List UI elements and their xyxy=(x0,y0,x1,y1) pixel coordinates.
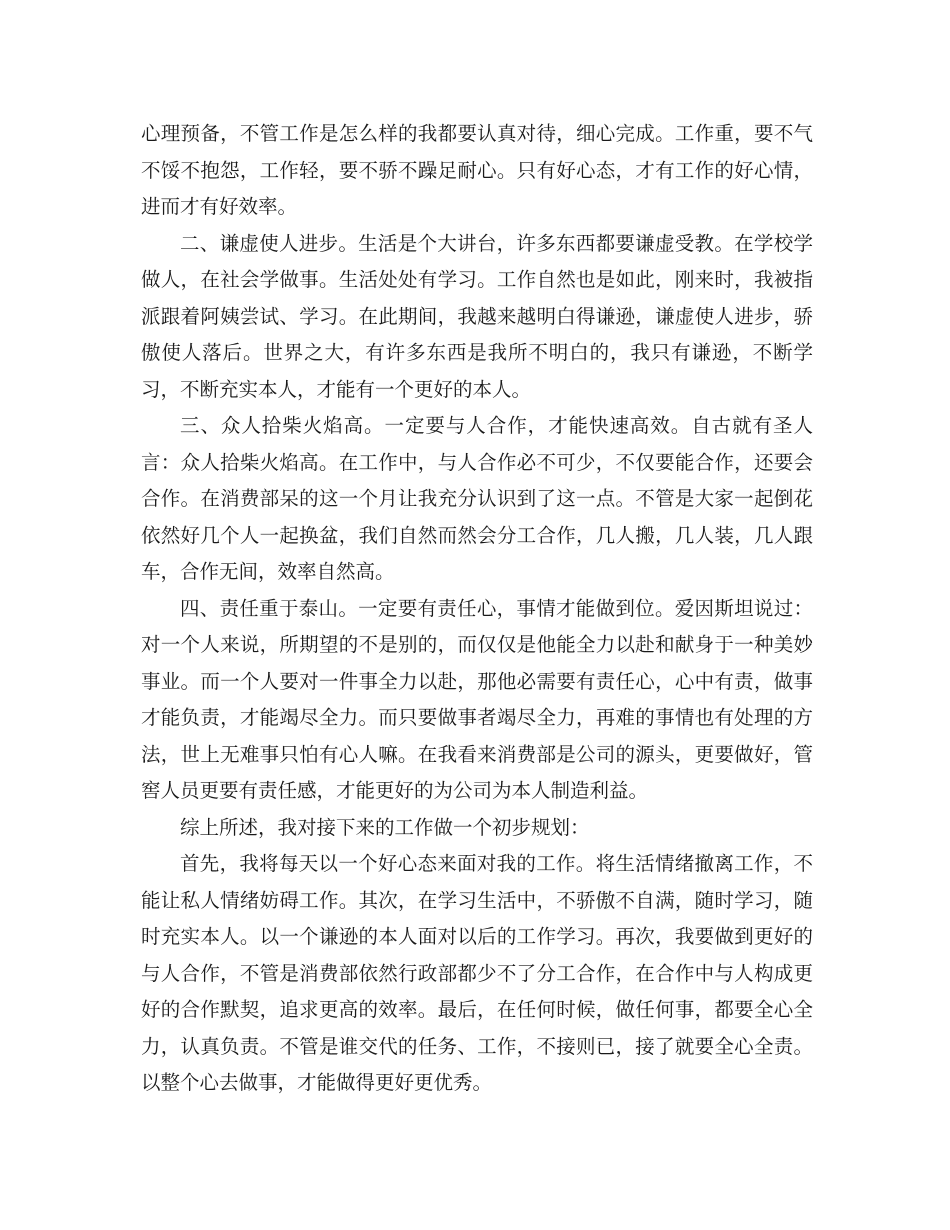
paragraph-teamwork: 三、众人拾柴火焰高。一定要与人合作，才能快速高效。自古就有圣人言：众人拾柴火焰高。在工作中，与人合作必不可少，不仅要能合作，还要会合作。在消费部呆的这一个月让我充分认识到了这一点。不管是大家一起倒花依然好几个人一起换盆，我们自然而然会分工合作，几人搬，几人装，几人跟车，合作无间，效率自然高。 xyxy=(141,414,813,583)
paragraph-plan: 首先，我将每天以一个好心态来面对我的工作。将生活情绪撤离工作，不能让私人情绪妨碍工作。其次，在学习生活中，不骄傲不自满，随时学习，随时充实本人。以一个谦逊的本人面对以后的工作学习。再次，我要做到更好的与人合作，不管是消费部依然行政部都少不了分工合作，在合作中与人构成更好的合作默契，追求更高的效率。最后，在任何时候，做任何事，都要全心全力，认真负责。不管是谁交代的任务、工作，不接则已，接了就要全心全责。以整个心去做事，才能做得更好更优秀。 xyxy=(141,852,813,1094)
paragraph-responsibility: 四、责任重于泰山。一定要有责任心，事情才能做到位。爱因斯坦说过：对一个人来说，所期望的不是别的，而仅仅是他能全力以赴和献身于一种美妙事业。而一个人要对一件事全力以赴，那他必需要有责任心，心中有责，做事才能负责，才能竭尽全力。而只要做事者竭尽全力，再难的事情也有处理的方法，世上无难事只怕有心人嘛。在我看来消费部是公司的源头，更要做好，管窖人员更要有责任感，才能更好的为公司为本人制造利益。 xyxy=(141,596,813,802)
paragraph-humility: 二、谦虚使人进步。生活是个大讲台，许多东西都要谦虚受教。在学校学做人，在社会学做事。生活处处有学习。工作自然也是如此，刚来时，我被指派跟着阿姨尝试、学习。在此期间，我越来越明白得谦逊，谦虚使人进步，骄傲使人落后。世界之大，有许多东西是我所不明白的，我只有谦逊，不断学习，不断充实本人，才能有一个更好的本人。 xyxy=(141,231,813,401)
paragraph-summary: 综上所述，我对接下来的工作做一个初步规划： xyxy=(180,815,590,839)
document-page xyxy=(141,116,813,1102)
paragraph-continuation: 心理预备，不管工作是怎么样的我都要认真对待，细心完成。工作重，要不气不馁不抱怨，工作轻，要不骄不躁足耐心。只有好心态，才有工作的好心情，进而才有好效率。 xyxy=(141,122,813,218)
